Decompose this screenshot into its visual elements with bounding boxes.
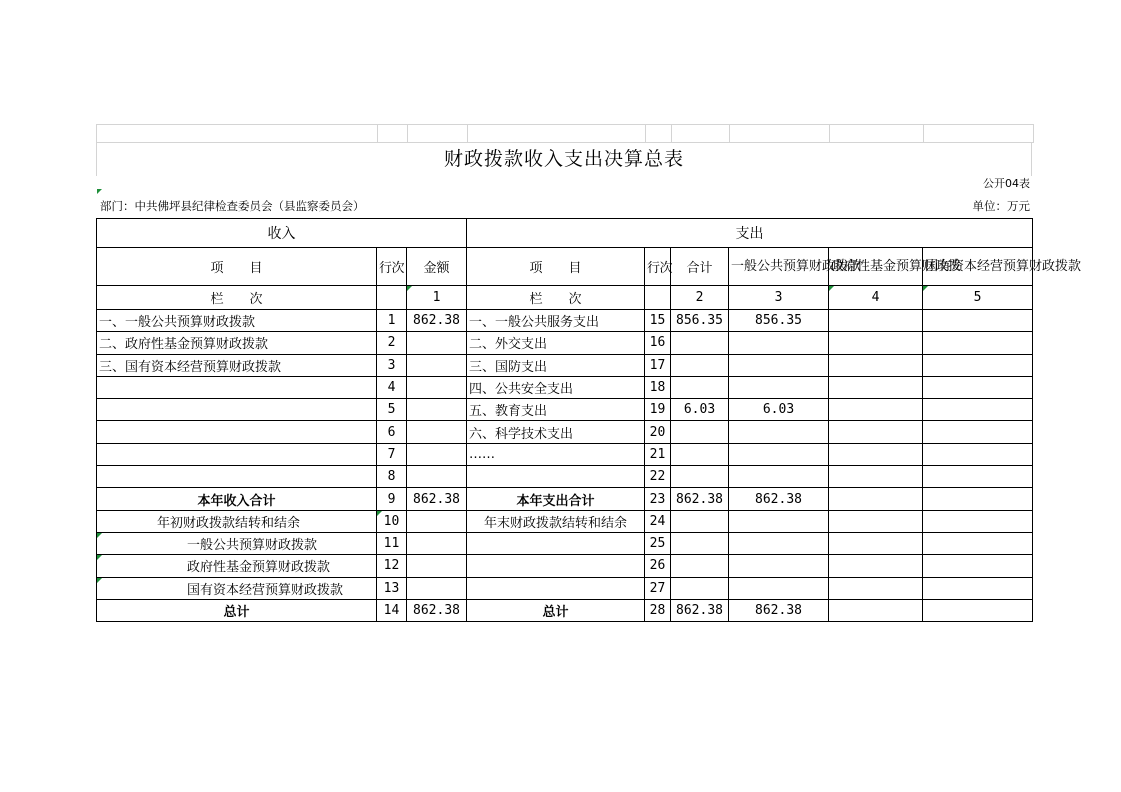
income-amount-cell [407,443,467,465]
expense-state-cell [923,443,1033,465]
expense-section-title: 支出 [467,219,1033,248]
budget-table [96,218,1082,622]
expense-item-cell [467,555,645,577]
income-amount-cell [407,399,467,421]
expense-general-cell [729,332,829,354]
expense-fund-cell [829,443,923,465]
expense-general-cell: 856.35 [729,310,829,332]
income-line-cell: 6 [377,421,407,443]
income-line-cell: 2 [377,332,407,354]
income-line-cell: 7 [377,443,407,465]
expense-state-cell [923,399,1033,421]
income-line-cell: 1 [377,310,407,332]
income-item-cell: 国有资本经营预算财政拨款 [97,577,377,599]
income-item-cell [97,399,377,421]
expense-state-cell [923,332,1033,354]
expense-general-header: 一般公共预算财政拨款 [729,248,829,286]
income-item-cell: 一、一般公共预算财政拨款 [97,310,377,332]
expense-item-cell: 年末财政拨款结转和结余 [467,510,645,532]
expense-state-cell [923,599,1033,621]
expense-item-cell [467,577,645,599]
table-row [97,466,1033,488]
expense-general-cell [729,421,829,443]
income-line-cell: 14 [377,599,407,621]
expense-fund-cell [829,354,923,376]
income-item-cell: 二、政府性基金预算财政拨款 [97,332,377,354]
expense-state-cell [923,310,1033,332]
expense-line-cell: 21 [645,443,671,465]
income-amount-cell [407,577,467,599]
expense-total-cell: 862.38 [671,488,729,510]
expense-fund-cell [829,332,923,354]
expense-line-cell: 22 [645,466,671,488]
income-line-header: 行次 [377,248,407,286]
expense-state-cell [923,532,1033,554]
expense-state-cell [923,376,1033,398]
table-row [97,577,1033,599]
income-line-cell: 12 [377,555,407,577]
expense-column-no-3: 3 [729,286,829,310]
column-header-row [97,248,1033,286]
expense-item-cell [467,466,645,488]
section-header-row [97,219,1033,248]
expense-item-cell: 本年支出合计 [467,488,645,510]
income-item-cell [97,376,377,398]
expense-column-no-4: 4 [829,286,923,310]
expense-item-cell [467,532,645,554]
expense-total-cell [671,421,729,443]
table-row [97,399,1033,421]
expense-state-cell [923,577,1033,599]
expense-line-cell: 18 [645,376,671,398]
expense-total-cell [671,443,729,465]
income-amount-cell [407,421,467,443]
table-row [97,332,1033,354]
expense-state-header: 国有资本经营预算财政拨款 [923,248,1033,286]
expense-line-cell: 20 [645,421,671,443]
income-item-cell [97,421,377,443]
income-item-cell: 一般公共预算财政拨款 [97,532,377,554]
expense-line-header: 行次 [645,248,671,286]
expense-fund-cell [829,466,923,488]
expense-line-cell: 26 [645,555,671,577]
income-amount-cell [407,332,467,354]
table-row [97,510,1033,532]
expense-line-cell: 24 [645,510,671,532]
expense-fund-cell [829,577,923,599]
income-amount-cell [407,376,467,398]
expense-item-cell: 二、外交支出 [467,332,645,354]
income-item-cell: 总计 [97,599,377,621]
expense-general-cell [729,532,829,554]
expense-state-cell [923,466,1033,488]
cell-marker-icon [97,189,102,194]
expense-fund-cell [829,488,923,510]
expense-total-cell: 856.35 [671,310,729,332]
table-row [97,310,1033,332]
table-row [97,599,1033,621]
expense-line-cell: 15 [645,310,671,332]
income-amount-cell [407,510,467,532]
income-item-cell: 年初财政拨款结转和结余 [97,510,377,532]
expense-item-cell: 六、科学技术支出 [467,421,645,443]
expense-general-cell [729,510,829,532]
income-line-cell: 4 [377,376,407,398]
income-amount-cell: 862.38 [407,310,467,332]
income-item-cell [97,466,377,488]
income-line-cell: 5 [377,399,407,421]
expense-total-cell [671,354,729,376]
expense-line-no-blank [645,286,671,310]
expense-state-cell [923,510,1033,532]
income-amount-cell: 862.38 [407,599,467,621]
income-section-title: 收入 [97,219,467,248]
form-number: 公开04表 [983,177,1030,190]
expense-general-cell: 862.38 [729,599,829,621]
table-row [97,354,1033,376]
expense-state-cell [923,488,1033,510]
department-label: 部门：中共佛坪县纪律检查委员会（县监察委员会） [100,199,365,213]
income-item-cell: 三、国有资本经营预算财政拨款 [97,354,377,376]
expense-line-cell: 28 [645,599,671,621]
expense-fund-cell [829,510,923,532]
expense-general-cell [729,466,829,488]
income-item-cell: 政府性基金预算财政拨款 [97,555,377,577]
expense-item-cell: 总计 [467,599,645,621]
expense-item-cell: 四、公共安全支出 [467,376,645,398]
income-item-cell [97,443,377,465]
income-item-header: 项 目 [97,248,377,286]
expense-fund-cell [829,310,923,332]
expense-fund-cell [829,555,923,577]
expense-fund-header: 政府性基金预算财政拨 [829,248,923,286]
expense-line-cell: 23 [645,488,671,510]
expense-general-cell [729,555,829,577]
income-amount-cell [407,532,467,554]
expense-fund-cell [829,421,923,443]
income-amount-cell: 862.38 [407,488,467,510]
table-row [97,376,1033,398]
expense-item-cell: …… [467,443,645,465]
expense-total-cell: 862.38 [671,599,729,621]
table-row [97,421,1033,443]
sheet-gridlines [96,124,1034,143]
page-title: 财政拨款收入支出决算总表 [443,148,684,170]
expense-line-cell: 17 [645,354,671,376]
income-item-cell: 本年收入合计 [97,488,377,510]
expense-item-cell: 五、教育支出 [467,399,645,421]
income-line-cell: 10 [377,510,407,532]
expense-general-cell: 862.38 [729,488,829,510]
expense-column-label: 栏 次 [467,286,645,310]
expense-line-cell: 25 [645,532,671,554]
expense-line-cell: 27 [645,577,671,599]
expense-state-cell [923,555,1033,577]
expense-item-header: 项 目 [467,248,645,286]
expense-general-cell [729,577,829,599]
income-line-cell: 13 [377,577,407,599]
expense-total-cell [671,577,729,599]
income-amount-cell [407,354,467,376]
income-column-label: 栏 次 [97,286,377,310]
income-line-cell: 11 [377,532,407,554]
expense-line-cell: 16 [645,332,671,354]
expense-total-cell [671,332,729,354]
unit-label: 单位：万元 [972,199,1030,213]
table-row [97,555,1033,577]
expense-general-cell [729,376,829,398]
expense-total-cell [671,555,729,577]
income-column-no: 1 [407,286,467,310]
income-amount-cell [407,466,467,488]
expense-total-cell [671,532,729,554]
table-row [97,488,1033,510]
expense-total-cell [671,466,729,488]
column-number-row [97,286,1033,310]
expense-column-no-2: 2 [671,286,729,310]
expense-state-cell [923,421,1033,443]
expense-total-header: 合计 [671,248,729,286]
expense-general-cell [729,443,829,465]
income-line-cell: 3 [377,354,407,376]
expense-total-cell: 6.03 [671,399,729,421]
income-amount-cell [407,555,467,577]
income-line-cell: 8 [377,466,407,488]
expense-fund-cell [829,399,923,421]
income-amount-header: 金额 [407,248,467,286]
expense-item-cell: 一、一般公共服务支出 [467,310,645,332]
expense-total-cell [671,510,729,532]
expense-column-no-5: 5 [923,286,1033,310]
expense-general-cell [729,354,829,376]
income-line-cell: 9 [377,488,407,510]
expense-total-cell [671,376,729,398]
expense-fund-cell [829,376,923,398]
expense-line-cell: 19 [645,399,671,421]
table-row [97,443,1033,465]
expense-item-cell: 三、国防支出 [467,354,645,376]
income-line-no-blank [377,286,407,310]
expense-general-cell: 6.03 [729,399,829,421]
expense-state-cell [923,354,1033,376]
expense-fund-cell [829,532,923,554]
table-row [97,532,1033,554]
expense-fund-cell [829,599,923,621]
